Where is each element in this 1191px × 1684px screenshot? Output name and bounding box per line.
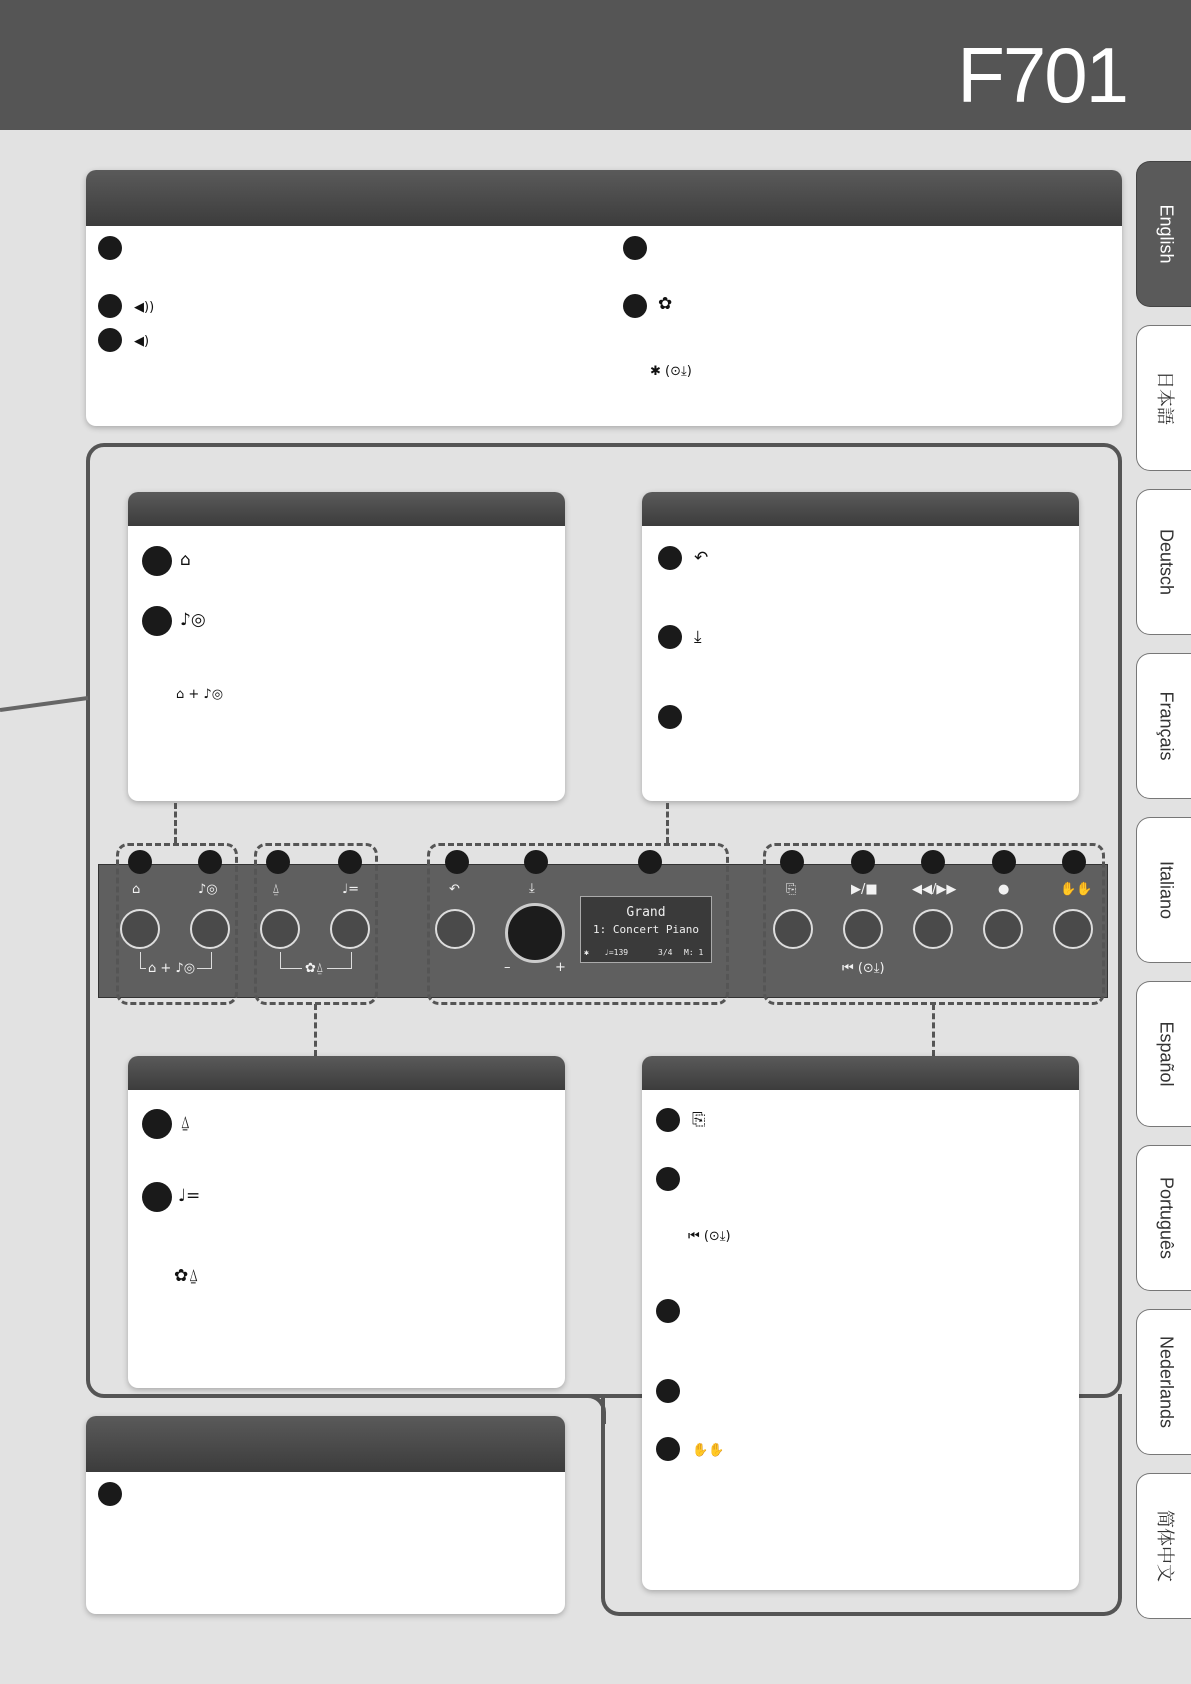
callout-number xyxy=(142,606,172,636)
part-icon: ✋✋ xyxy=(1060,882,1093,897)
tab-nederlands[interactable] xyxy=(1136,1309,1191,1455)
callout-number xyxy=(992,850,1016,874)
other-tones-icon: ♪◎ xyxy=(180,610,206,630)
tab-espanol[interactable] xyxy=(1136,981,1191,1127)
callout-number xyxy=(656,1299,680,1323)
metronome-combo-icon: ✿⍙ xyxy=(174,1266,199,1286)
other-tones-button[interactable] xyxy=(190,909,230,949)
tab-label: English xyxy=(1156,204,1176,264)
callout-number xyxy=(623,294,647,318)
metronome-icon: ⍙ xyxy=(180,1113,191,1133)
panel-frame-corner xyxy=(560,1394,606,1424)
display-measure: M: 1 xyxy=(684,948,704,957)
song-icon: ⎘ xyxy=(692,1110,706,1130)
tab-label: Deutsch xyxy=(1156,528,1176,596)
tone-card xyxy=(128,492,565,801)
metronome-icon: ⍙ xyxy=(272,882,280,897)
song-card-header xyxy=(642,1056,1079,1090)
function-gear-icon: ✿ xyxy=(658,294,673,314)
callout-number xyxy=(98,294,122,318)
bluetooth-icon: ✱ (⊙⤓) xyxy=(650,364,692,379)
tempo-icon: ♩= xyxy=(342,882,360,897)
song-button[interactable] xyxy=(773,909,813,949)
model-name: F701 xyxy=(957,31,1127,119)
tab-francais[interactable] xyxy=(1136,653,1191,799)
display-line1: Grand xyxy=(626,905,666,920)
callout-number xyxy=(638,850,662,874)
callout-number xyxy=(98,328,122,352)
song-icon: ⎘ xyxy=(786,882,797,897)
value-dial[interactable] xyxy=(505,903,565,963)
back-button[interactable] xyxy=(435,909,475,949)
top-section-header xyxy=(86,170,1122,226)
tab-italiano[interactable] xyxy=(1136,817,1191,963)
callout-number xyxy=(338,850,362,874)
metronome-card-header xyxy=(128,1056,565,1090)
tempo-button[interactable] xyxy=(330,909,370,949)
callout-number xyxy=(658,546,682,570)
callout-number xyxy=(142,1182,172,1212)
record-button[interactable] xyxy=(983,909,1023,949)
top-section-card xyxy=(86,170,1122,426)
display-tempo: ♩=139 xyxy=(604,948,629,957)
callout-number xyxy=(658,705,682,729)
callout-number xyxy=(656,1108,680,1132)
tab-label: Italiano xyxy=(1156,860,1176,920)
callout-number xyxy=(142,546,172,576)
display-status-row xyxy=(584,948,708,960)
tab-label: 简体中文 xyxy=(1154,1510,1175,1582)
tab-label: Nederlands xyxy=(1156,1335,1176,1429)
dial-plus-label: + xyxy=(555,960,566,975)
metronome-combo-icon: ✿⍙ xyxy=(302,962,327,976)
tab-deutsch[interactable] xyxy=(1136,489,1191,635)
tone-combo-icon: ⌂ + ♪◎ xyxy=(176,687,224,702)
callout-number xyxy=(1062,850,1086,874)
callout-number xyxy=(128,850,152,874)
tab-japanese[interactable] xyxy=(1136,325,1191,471)
song-reset-combo-icon: ⏮ (⊙⤓) xyxy=(688,1229,731,1244)
tab-label: Português xyxy=(1156,1176,1176,1260)
tab-label: Español xyxy=(1156,1021,1176,1087)
callout-number xyxy=(142,1109,172,1139)
enter-icon: ⤓ xyxy=(529,881,535,896)
bottom-left-card-header xyxy=(86,1416,565,1472)
tab-chinese[interactable] xyxy=(1136,1473,1191,1619)
tab-label: Français xyxy=(1156,691,1176,761)
menu-card xyxy=(642,492,1079,801)
callout-number xyxy=(656,1379,680,1403)
song-reset-combo-icon: ⏮ (⊙⤓) xyxy=(842,961,885,976)
callout-number xyxy=(266,850,290,874)
rewind-forward-icon: ◀◀/▶▶ xyxy=(912,882,957,897)
back-icon: ↶ xyxy=(449,882,460,897)
part-button[interactable] xyxy=(1053,909,1093,949)
play-stop-button[interactable] xyxy=(843,909,883,949)
callout-number xyxy=(921,850,945,874)
connector-tone xyxy=(174,803,177,843)
part-icon: ✋✋ xyxy=(692,1443,725,1458)
callout-number xyxy=(198,850,222,874)
callout-number xyxy=(656,1437,680,1461)
callout-number xyxy=(658,625,682,649)
play-stop-icon: ▶/■ xyxy=(851,882,878,897)
display-bluetooth-icon: ✱ xyxy=(584,948,589,957)
display-beat: 3/4 xyxy=(658,948,673,957)
dial-minus-label: – xyxy=(504,960,511,975)
metronome-card xyxy=(128,1056,565,1388)
bottom-left-card xyxy=(86,1416,565,1614)
callout-number xyxy=(780,850,804,874)
connector-menu xyxy=(666,803,669,843)
piano-icon: ⌂ xyxy=(180,550,191,570)
lcd-display xyxy=(580,896,712,963)
callout-number xyxy=(98,1482,122,1506)
piano-button[interactable] xyxy=(120,909,160,949)
tone-card-header xyxy=(128,492,565,526)
pointer-line xyxy=(0,690,90,720)
tab-label: 日本語 xyxy=(1154,371,1175,425)
tab-english[interactable] xyxy=(1136,161,1191,307)
tempo-icon: ♩= xyxy=(178,1186,201,1206)
menu-card-header xyxy=(642,492,1079,526)
callout-number xyxy=(445,850,469,874)
piano-icon: ⌂ xyxy=(132,882,141,897)
record-icon: ● xyxy=(998,882,1010,897)
other-tones-icon: ♪◎ xyxy=(198,882,218,897)
callout-number xyxy=(98,236,122,260)
callout-number xyxy=(623,236,647,260)
callout-number xyxy=(524,850,548,874)
volume-down-icon: ◀) xyxy=(134,334,150,349)
metronome-button[interactable] xyxy=(260,909,300,949)
callout-number xyxy=(851,850,875,874)
volume-up-icon: ◀)) xyxy=(134,300,155,315)
tone-combo-icon: ⌂ + ♪◎ xyxy=(148,961,196,976)
connector-metronome xyxy=(314,1004,317,1056)
back-icon: ↶ xyxy=(694,548,709,568)
connector-song xyxy=(932,1004,935,1056)
display-line2: 1: Concert Piano xyxy=(593,923,699,936)
song-card xyxy=(642,1056,1079,1590)
callout-number xyxy=(656,1167,680,1191)
header-bar xyxy=(0,0,1191,130)
enter-icon: ⤓ xyxy=(694,627,702,647)
rewind-forward-button[interactable] xyxy=(913,909,953,949)
tab-portugues[interactable] xyxy=(1136,1145,1191,1291)
